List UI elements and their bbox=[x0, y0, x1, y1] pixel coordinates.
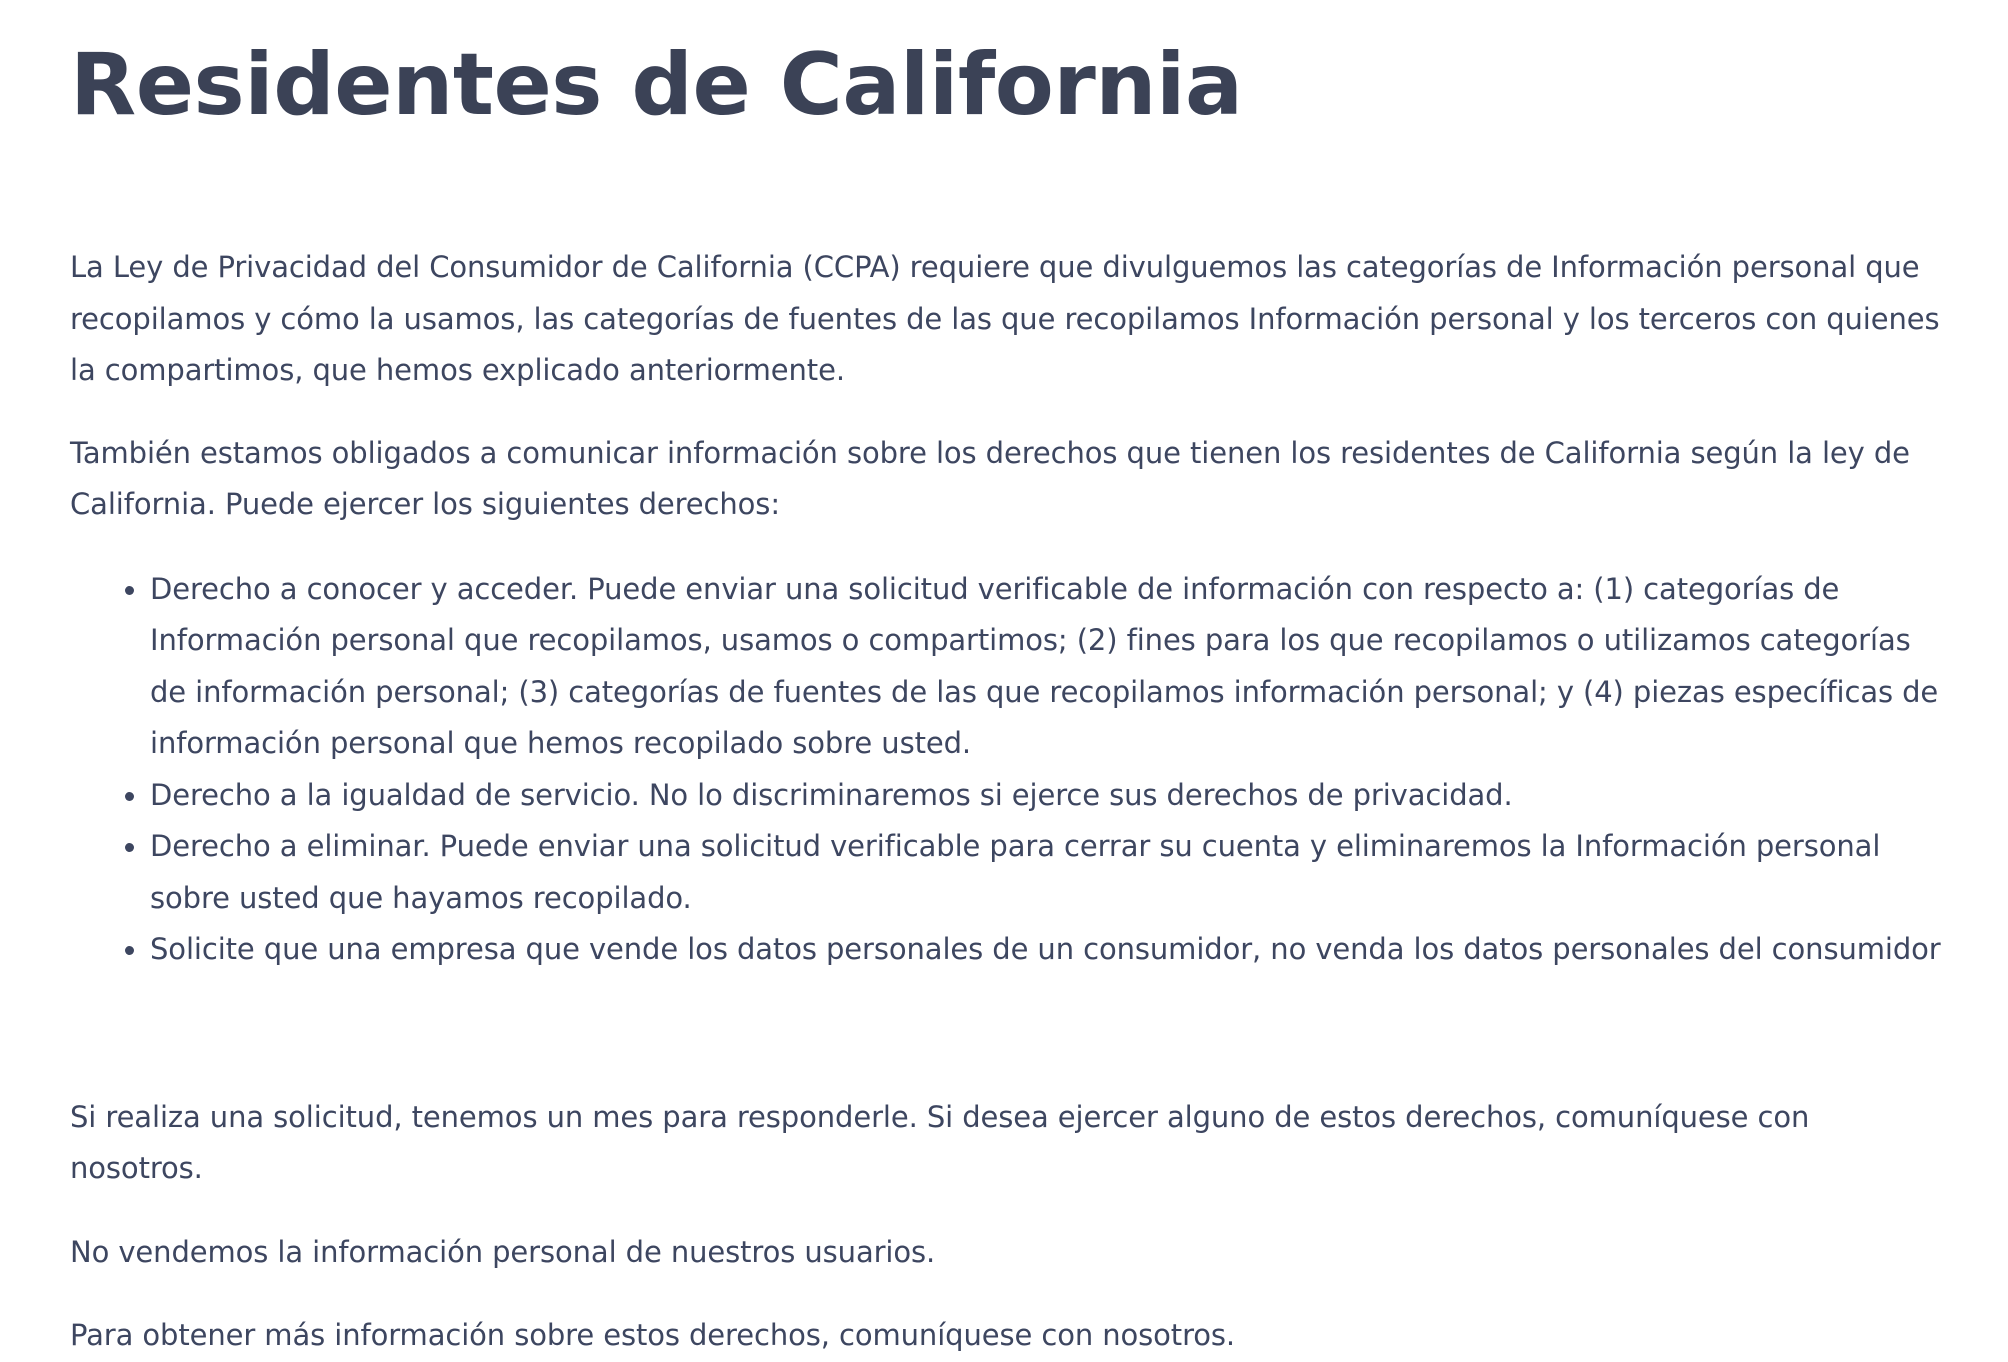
closing-paragraph-2: No vendemos la información personal de nuestros usuarios. bbox=[70, 1234, 936, 1269]
right-item-equal-service: Derecho a la igualdad de servicio. No lo discriminaremos si ejerce sus derechos de privacidad. bbox=[150, 770, 1950, 822]
closing-paragraph-1: Si realiza una solicitud, tenemos un mes para responderle. Si desea ejercer alguno de estos derechos, comuníquese con nosotros. bbox=[70, 1099, 1810, 1185]
right-item-know-access: Derecho a conocer y acceder. Puede enviar una solicitud verificable de información con respecto a: (1) categorías de Información personal que recopilamos, usamos o compartimos; (2) fines para los que recopilamos o utilizamos categorías de información personal; (3) categorías de fuentes de las que recopilamos información personal; y (4) piezas específicas de información personal que hemos recopilado sobre usted. bbox=[150, 564, 1950, 770]
closing-paragraph-3: Para obtener más información sobre estos derechos, comuníquese con nosotros. bbox=[70, 1318, 1236, 1352]
rights-list bbox=[70, 564, 1950, 976]
right-item-do-not-sell: Solicite que una empresa que vende los datos personales de un consumidor, no venda los datos personales del consumidor bbox=[150, 924, 1950, 976]
ccpa-section bbox=[70, 242, 1950, 1362]
intro-paragraph-1: La Ley de Privacidad del Consumidor de California (CCPA) requiere que divulguemos las categorías de Información personal que recopilamos y cómo la usamos, las categorías de fuentes de las que recopilamos Información personal y los terceros con quienes la compartimos, que hemos explicado anteriormente. bbox=[70, 250, 1940, 387]
page-title: Residentes de California bbox=[70, 35, 1243, 135]
intro-paragraph-2: También estamos obligados a comunicar información sobre los derechos que tienen los residentes de California según la ley de California. Puede ejercer los siguientes derechos: bbox=[70, 435, 1910, 521]
right-item-delete: Derecho a eliminar. Puede enviar una solicitud verificable para cerrar su cuenta y eliminaremos la Información personal sobre usted que hayamos recopilado. bbox=[150, 821, 1950, 924]
closing-section bbox=[70, 1092, 1950, 1362]
